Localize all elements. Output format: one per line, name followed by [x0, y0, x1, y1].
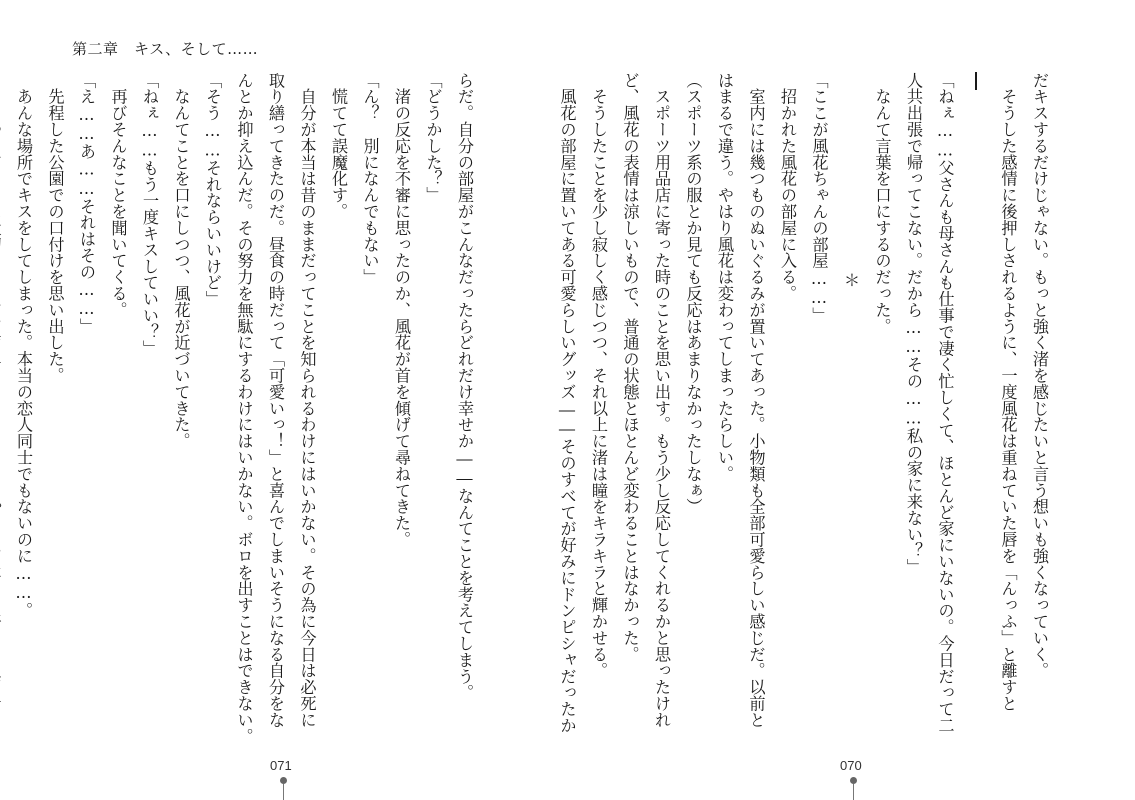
- text-line: 「え……あ……それはその……」: [77, 72, 96, 335]
- text-line: 招かれた風花の部屋に入る。: [778, 72, 797, 302]
- chapter-header: 第二章 キス、そして……: [72, 40, 259, 58]
- dash-line: [961, 72, 993, 90]
- text-line: 慌てて誤魔化す。: [329, 72, 348, 220]
- text-line: （スポーツ系の服とか見ても反応はあまりなかったしなぁ）: [683, 72, 703, 515]
- text-line: 風花の部屋に置いてある可愛らしいグッズ――そのすべてが好みにドンピシャだったか: [557, 72, 577, 734]
- text-line: 人共出張で帰ってこない。だから……その……私の家に来ない？」: [904, 72, 923, 576]
- folio-dot-icon: [850, 777, 857, 784]
- text-line: 「そう……それならいいけど」: [203, 72, 222, 308]
- text-line: らだ。自分の部屋がこんなだったらどれだけ幸せか――なんてことを考えてしまう。: [455, 72, 474, 701]
- text-line: 室内には幾つものぬいぐるみが置いてあった。小物類も全部可愛らしい感じだ。以前と: [746, 72, 766, 728]
- text-line: なんてことを口にしつつ、風花が近づいてきた。: [171, 72, 191, 450]
- text-line: [0, 72, 8, 727]
- text-line: 再びそんなことを聞いてくる。: [108, 72, 128, 318]
- right-page-text: [551, 72, 1055, 734]
- text-line: んとか抑え込んだ。その努力を無駄にするわけにはいかない。ボロを出すことはできない。: [234, 72, 254, 745]
- folio-divider: [283, 784, 284, 800]
- text-line: あんな場所でキスをしてしまった。本当の恋人同士でもないのに……。: [14, 72, 33, 619]
- text-line: はまるで違う。やはり風花は変わってしまったらしい。: [715, 72, 734, 482]
- left-page-text: [0, 72, 480, 745]
- text-line: 「ねぇ……もう一度キスしていい？」: [140, 72, 159, 357]
- right-page: [557, 72, 1055, 742]
- text-line: 「どうかした？」: [423, 72, 443, 204]
- folio-dot-icon: [280, 777, 287, 784]
- text-line: 自分が本当は昔のままだってことを知られるわけにはいかない。その為に今日は必死に: [297, 72, 317, 728]
- text-line: そうしたことを少し寂しく感じつつ、それ以上に渚は瞳をキラキラと輝かせる。: [589, 72, 608, 679]
- text-line: 先程した公園での口付けを思い出した。: [45, 72, 65, 384]
- folio-divider: [853, 784, 854, 800]
- text-line: 「ここが風花ちゃんの部屋……」: [809, 72, 829, 324]
- page-number-left: 071: [270, 758, 292, 773]
- text-line: ど、風花の表情は涼しいもので、普通の状態とほとんど変わることはなかった。: [620, 72, 640, 663]
- page-number-right: 070: [840, 758, 862, 773]
- text-line: 「ねぇ……父さんも母さんも仕事で凄く忙しくて、ほとんど家にいないの。今日だって二: [935, 72, 955, 734]
- text-line: そうした感情に後押しされるように、一度風花は重ねていた唇を「んっふ」と離すと: [998, 72, 1018, 712]
- scene-break-asterisk: ＊: [841, 272, 860, 289]
- left-page: [14, 72, 480, 745]
- text-line: なんて言葉を口にするのだった。: [872, 72, 892, 335]
- text-line: 「ん？ 別になんでもない」: [360, 72, 380, 286]
- text-line: 取り繕ってきたのだ。昼食の時だって「可愛いっ！」と喜んでしまいそうになる自分をな: [266, 72, 285, 728]
- text-line: スポーツ用品店に寄った時のことを思い出す。もう少し反応してくれるかと思ったけれ: [652, 72, 671, 728]
- text-line: だキスするだけじゃない。もっと強く渚を感じたいと言う想いも強くなっていく。: [1030, 72, 1049, 679]
- text-line: 渚の反応を不審に思ったのか、風花が首を傾げて尋ねてきた。: [392, 72, 411, 548]
